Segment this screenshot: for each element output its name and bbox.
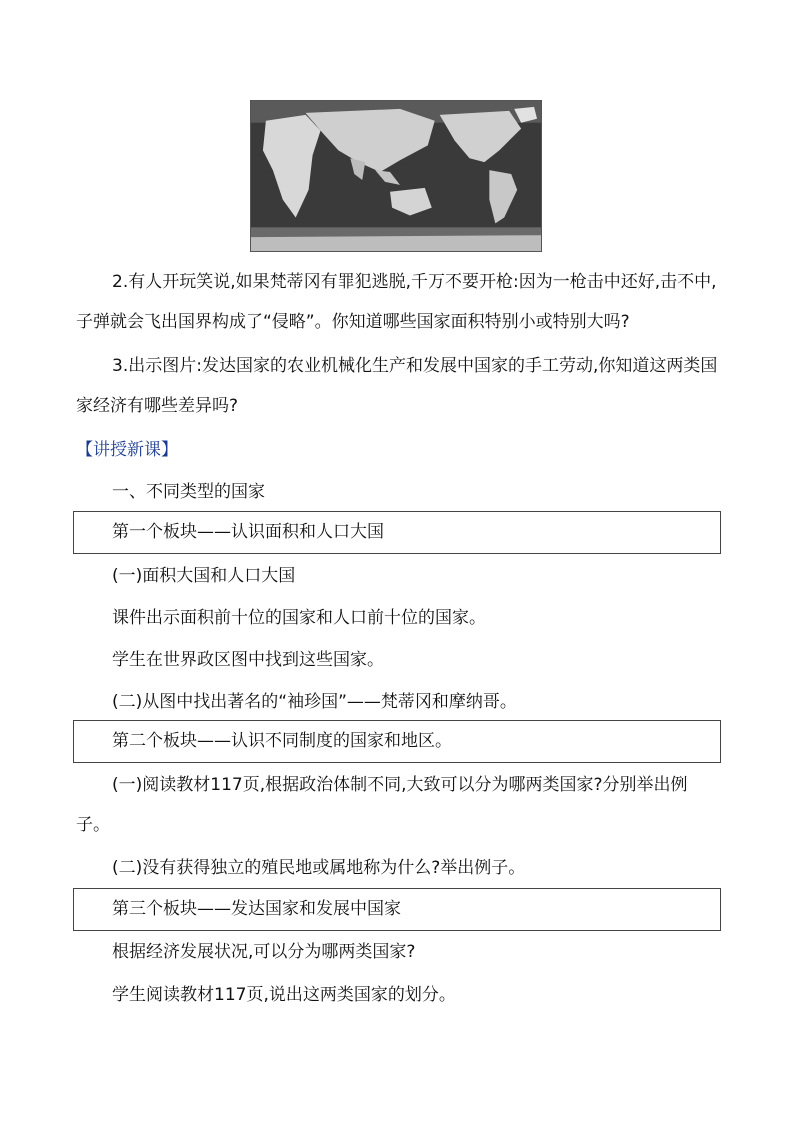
block-3-title-box: 第三个板块——发达国家和发展中国家 — [73, 888, 721, 931]
block-2-title-box: 第二个板块——认识不同制度的国家和地区。 — [73, 720, 721, 763]
block-1-title-box: 第一个板块——认识面积和人口大国 — [73, 511, 721, 554]
block-2-item: (一)阅读教材117页,根据政治体制不同,大致可以分为哪两类国家?分别举出例子。 — [76, 775, 688, 835]
question-3: 3.出示图片:发达国家的农业机械化生产和发展中国家的手工劳动,你知道这两类国家经济有哪些差异吗? — [76, 356, 718, 416]
block-1-item: (二)从图中找出著名的“袖珍国”——梵蒂冈和摩纳哥。 — [112, 692, 517, 712]
world-map-icon — [251, 101, 541, 251]
world-map-image — [250, 100, 542, 252]
section-label: 【讲授新课】 — [76, 440, 178, 460]
block-2-item: (二)没有获得独立的殖民地或属地称为什么?举出例子。 — [112, 858, 526, 878]
block-3-item: 根据经济发展状况,可以分为哪两类国家? — [112, 942, 416, 962]
block-3-item: 学生阅读教材117页,说出这两类国家的划分。 — [112, 985, 456, 1005]
block-1-item: 学生在世界政区图中找到这些国家。 — [112, 650, 384, 670]
part-title: 一、不同类型的国家 — [112, 482, 265, 502]
block-1-item: 课件出示面积前十位的国家和人口前十位的国家。 — [112, 608, 486, 628]
block-1-item: (一)面积大国和人口大国 — [112, 566, 296, 586]
question-2: 2.有人开玩笑说,如果梵蒂冈有罪犯逃脱,千万不要开枪:因为一枪击中还好,击不中,子弹就会飞出国界构成了“侵略”。你知道哪些国家面积特别小或特别大吗? — [76, 272, 717, 332]
